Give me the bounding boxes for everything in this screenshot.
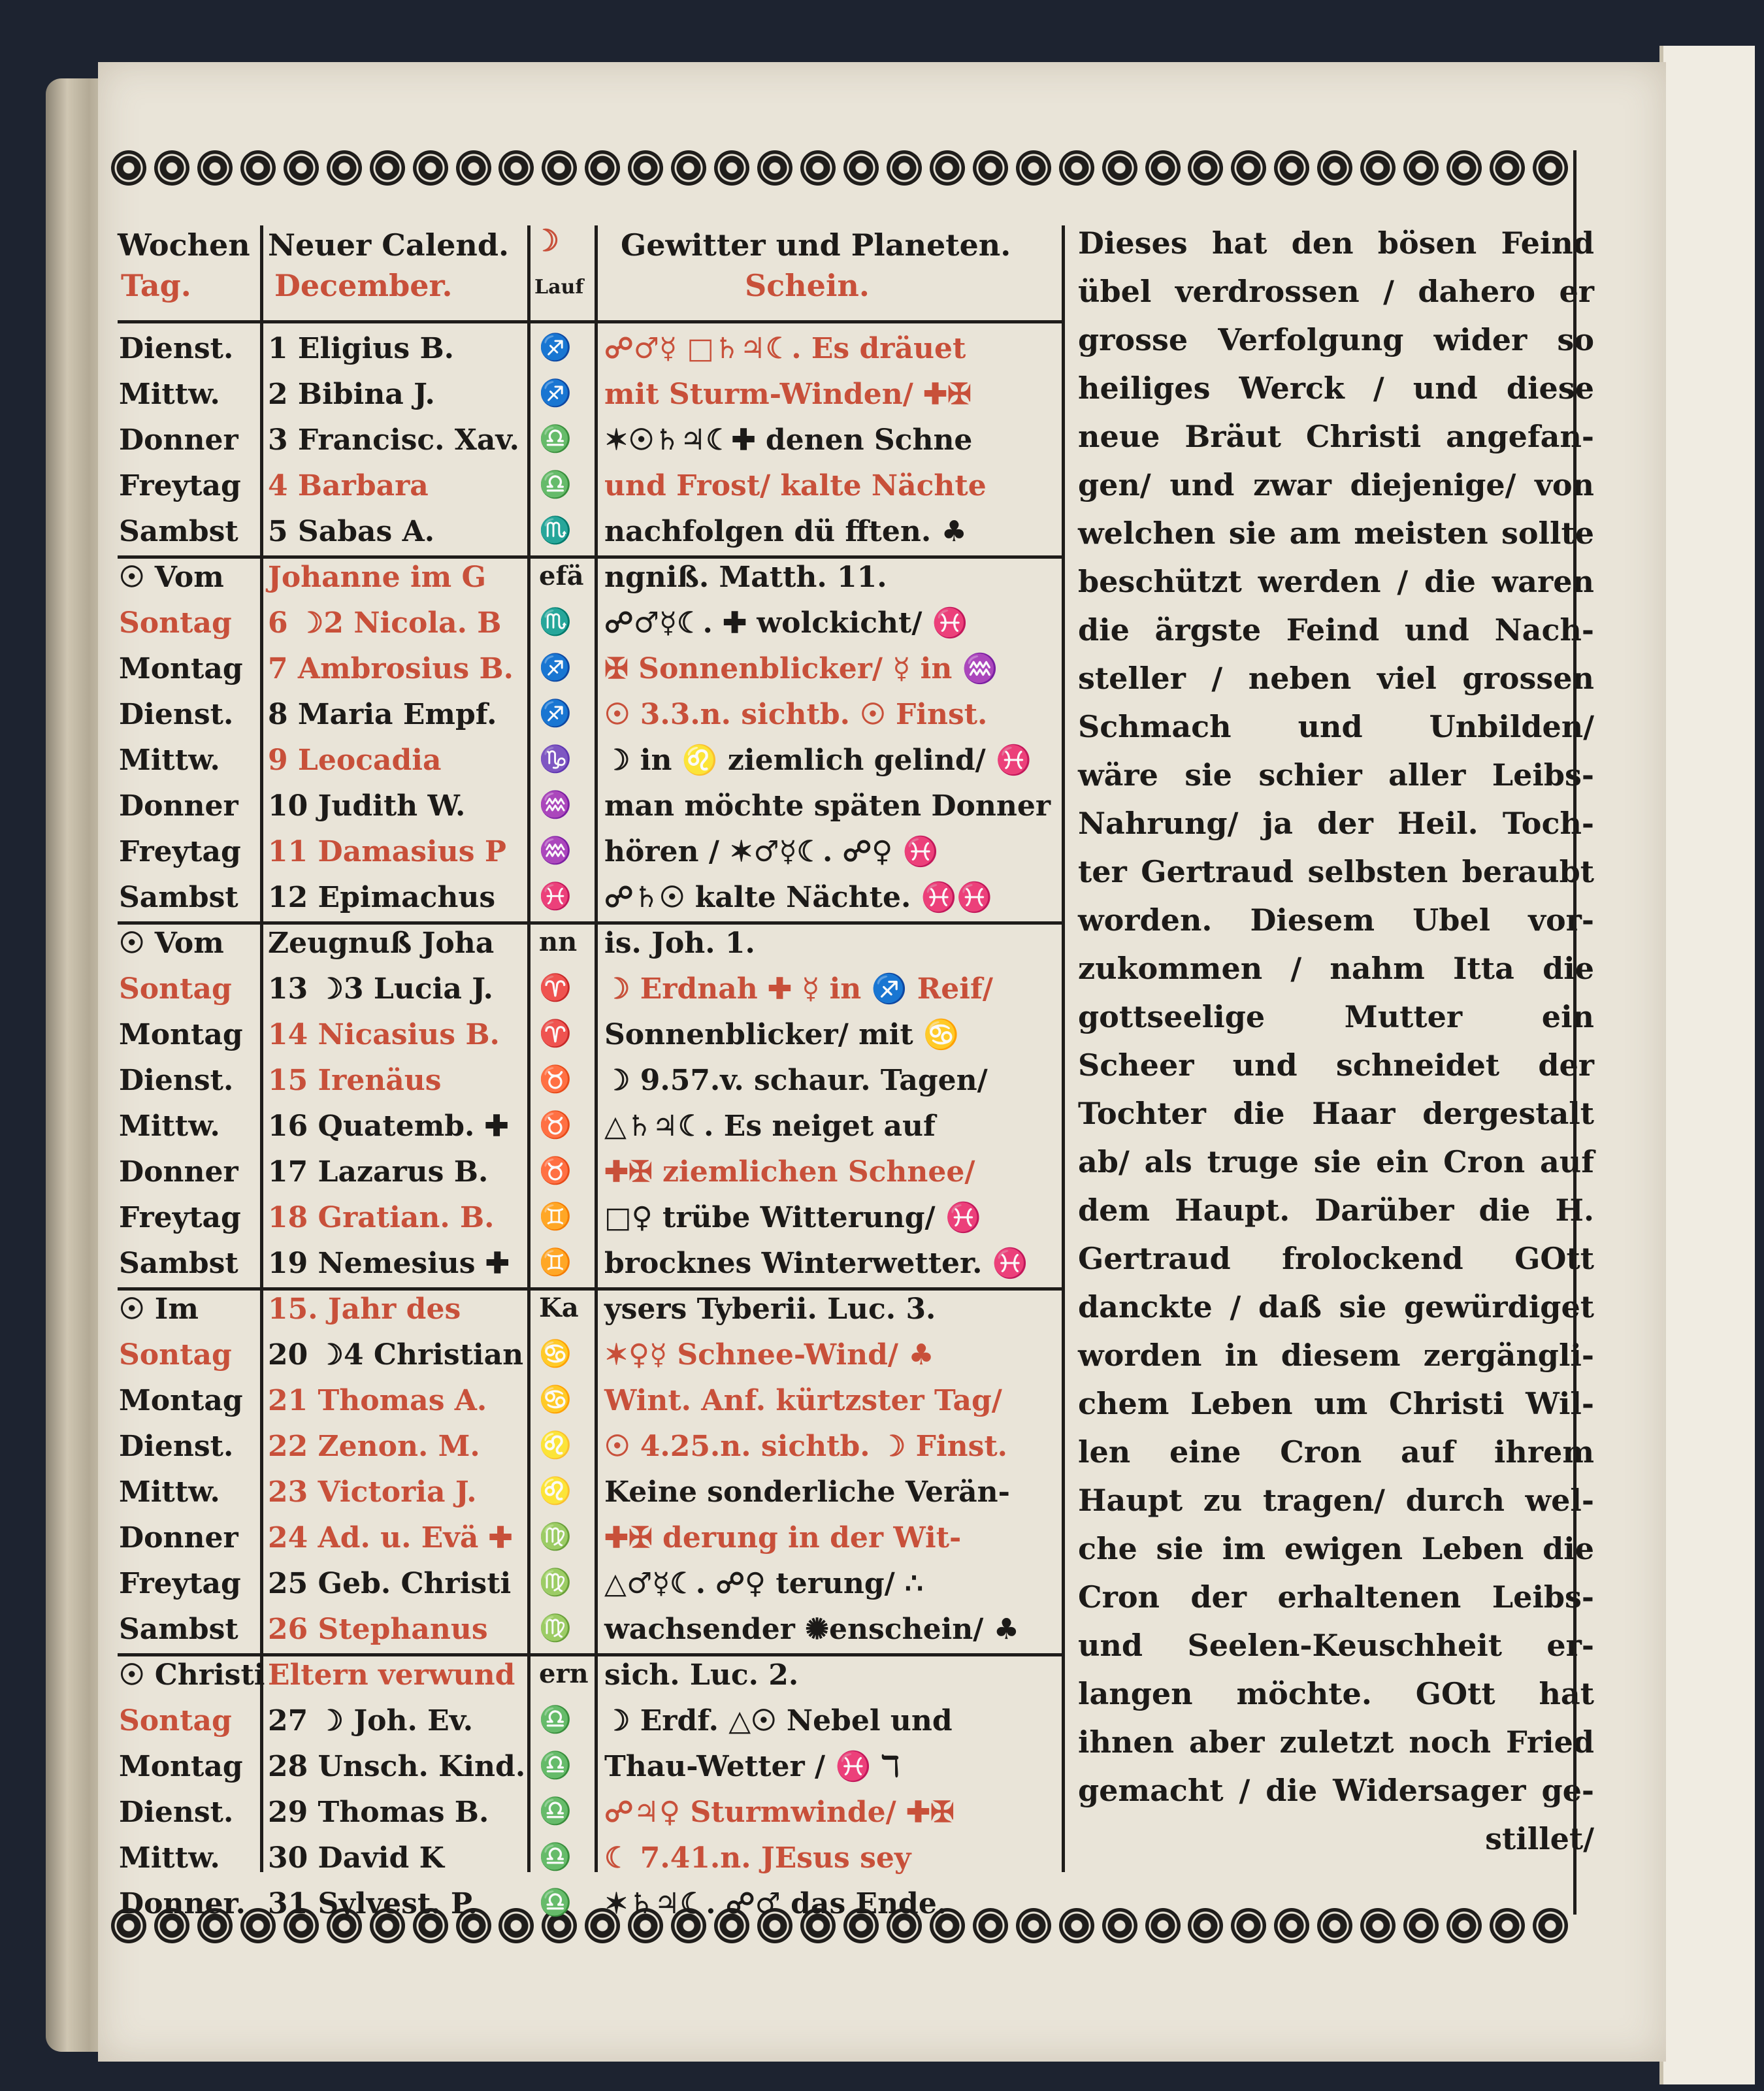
- text-line: langen möchte. GOtt hat: [1078, 1676, 1594, 1711]
- row-date: 7 Ambrosius B.: [268, 652, 514, 685]
- ornament-rosette: [843, 150, 879, 186]
- header-gewitter: Gewitter und Planeten.: [621, 227, 1011, 263]
- row-weekday: Sambst: [119, 1613, 238, 1646]
- ornament-rosette: [628, 150, 663, 186]
- row-date: 27 ☽ Joh. Ev.: [268, 1704, 474, 1737]
- row-date: 21 Thomas A.: [268, 1384, 487, 1417]
- ornament-rosette: [1145, 1908, 1181, 1943]
- row-weather: ☽ Erdf. △☉ Nebel und: [604, 1704, 953, 1737]
- row-weather: hören / ✶♂☿☾. ☍♀ ♓: [604, 835, 939, 868]
- week-separator: [118, 1653, 1062, 1656]
- ornament-rosette: [1533, 150, 1568, 186]
- row-moon-sign: ♌: [539, 1430, 572, 1460]
- row-weekday: Mittw.: [119, 378, 220, 411]
- row-date: 24 Ad. u. Evä ✚: [268, 1521, 513, 1555]
- row-date: 10 Judith W.: [268, 789, 466, 823]
- text-line: gemacht / die Widersager ge-: [1078, 1773, 1594, 1808]
- row-moon-sign: ♍: [539, 1613, 572, 1643]
- text-line: stillet/: [1485, 1821, 1594, 1856]
- text-line: zukommen / nahm Itta die: [1078, 951, 1594, 986]
- row-moon-sign: ♋: [539, 1384, 572, 1415]
- ornament-rosette: [1145, 150, 1181, 186]
- row-weather: △♄♃☾. Es neiget auf: [604, 1110, 936, 1143]
- row-weather: ☉ 4.25.n. sichtb. ☽ Finst.: [604, 1430, 1007, 1463]
- text-line: Gertraud frolockend GOtt: [1078, 1241, 1594, 1276]
- row-weekday: Dienst.: [119, 698, 234, 731]
- ornament-rosette: [154, 150, 189, 186]
- header-december: December.: [274, 268, 453, 303]
- row-date: 12 Epimachus: [268, 881, 496, 914]
- text-line: len eine Cron auf ihrem: [1078, 1434, 1594, 1470]
- row-date: Zeugnuß Joha: [268, 927, 495, 960]
- ornament-rosette: [1317, 1908, 1352, 1943]
- row-moon-sign: ♎: [539, 1887, 572, 1918]
- row-weekday: Mittw.: [119, 1475, 220, 1509]
- ornament-rosette: [284, 150, 319, 186]
- ornament-rosette: [1490, 150, 1525, 186]
- row-date: 14 Nicasius B.: [268, 1018, 500, 1051]
- row-weekday: Montag: [119, 652, 243, 685]
- legend-text-column: [1078, 219, 1594, 1863]
- ornament-rosette: [456, 150, 491, 186]
- text-line: dem Haupt. Darüber die H.: [1078, 1193, 1594, 1228]
- row-weekday: Donner: [119, 789, 238, 823]
- row-weekday: Sontag: [119, 1704, 232, 1737]
- row-date: 23 Victoria J.: [268, 1475, 477, 1509]
- row-date: 5 Sabas A.: [268, 515, 435, 548]
- row-weekday: Sambst: [119, 1247, 238, 1280]
- row-moon-sign: efä: [539, 561, 584, 591]
- week-separator: [118, 1287, 1062, 1291]
- row-moon-sign: ♋: [539, 1338, 572, 1369]
- row-weekday: ☉ Vom: [119, 561, 224, 594]
- row-weather: mit Sturm-Winden/ ✚✠: [604, 378, 972, 411]
- ornament-rosette: [1490, 1908, 1525, 1943]
- row-moon-sign: ♎: [539, 1841, 572, 1872]
- row-date: 30 David K: [268, 1841, 444, 1875]
- row-weekday: Dienst.: [119, 332, 234, 365]
- row-weather: ☽ Erdnah ✚ ☿ in ♐ Reif/: [604, 972, 993, 1006]
- row-moon-sign: nn: [539, 927, 578, 957]
- row-weekday: Freytag: [119, 1567, 241, 1600]
- row-weather: ☍♃♀ Sturmwinde/ ✚✠: [604, 1796, 955, 1829]
- row-moon-sign: ♒: [539, 835, 572, 866]
- text-line: chem Leben um Christi Wil-: [1078, 1386, 1594, 1421]
- row-moon-sign: ♉: [539, 1155, 572, 1186]
- text-line: che sie im ewigen Leben die: [1078, 1531, 1594, 1566]
- row-moon-sign: ♊: [539, 1247, 572, 1277]
- header-lauf: Lauf: [534, 276, 584, 299]
- row-weekday: Donner: [119, 1155, 238, 1189]
- ornament-rosette: [800, 150, 836, 186]
- row-moon-sign: ♒: [539, 789, 572, 820]
- row-weekday: Freytag: [119, 1201, 241, 1234]
- row-weather: ngniß. Matth. 11.: [604, 561, 887, 594]
- row-weekday: Dienst.: [119, 1064, 234, 1097]
- row-moon-sign: ♎: [539, 1704, 572, 1735]
- text-line: gottseelige Mutter ein: [1078, 999, 1594, 1034]
- header-rule: [118, 320, 1062, 323]
- row-moon-sign: ♈: [539, 1018, 572, 1049]
- row-moon-sign: ♍: [539, 1521, 572, 1552]
- row-moon-sign: ♓: [539, 881, 572, 912]
- text-line: ter Gertraud selbsten beraubt: [1078, 854, 1594, 889]
- ornament-rosette: [671, 150, 706, 186]
- row-weather: ☽ 9.57.v. schaur. Tagen/: [604, 1064, 988, 1097]
- row-date: 4 Barbara: [268, 469, 429, 502]
- row-weather: Sonnenblicker/ mit ♋: [604, 1018, 959, 1051]
- text-line: welchen sie am meisten sollte: [1078, 516, 1594, 551]
- text-line: steller / neben viel grossen: [1078, 661, 1594, 696]
- ornament-rosette: [327, 150, 362, 186]
- row-weather: ✚✠ ziemlichen Schnee/: [604, 1155, 975, 1189]
- row-weather: △♂☿☾. ☍♀ terung/ ∴: [604, 1567, 924, 1600]
- column-rule-4: [1062, 225, 1065, 1872]
- row-weather: Thau-Wetter / ♓ ℸ: [604, 1750, 900, 1783]
- row-weather: Keine sonderliche Verän-: [604, 1475, 1010, 1509]
- row-date: Johanne im G: [268, 561, 487, 594]
- ornament-rosette: [1403, 150, 1439, 186]
- row-moon-sign: ♎: [539, 469, 572, 500]
- row-weather: ☉ 3.3.n. sichtb. ☉ Finst.: [604, 698, 988, 731]
- text-line: neue Bräut Christi angefan-: [1078, 419, 1594, 454]
- header-wochen: Wochen: [118, 227, 250, 263]
- row-weather: ☍♄☉ kalte Nächte. ♓♓: [604, 881, 993, 914]
- row-moon-sign: ♐: [539, 652, 572, 683]
- row-date: 2 Bibina J.: [268, 378, 435, 411]
- row-weekday: ☉ Vom: [119, 927, 224, 960]
- row-weekday: Montag: [119, 1750, 243, 1783]
- header-moon-symbol: ☽: [532, 223, 560, 258]
- row-date: 31 Sylvest. P.: [268, 1887, 478, 1920]
- row-date: 17 Lazarus B.: [268, 1155, 489, 1189]
- row-weekday: Freytag: [119, 469, 241, 502]
- row-date: 29 Thomas B.: [268, 1796, 489, 1829]
- row-moon-sign: ♎: [539, 423, 572, 454]
- ornament-rosette: [1016, 150, 1051, 186]
- ornament-rosette: [1231, 150, 1266, 186]
- ornament-rosette: [714, 150, 749, 186]
- row-weekday: Sambst: [119, 881, 238, 914]
- row-weekday: Sontag: [119, 1338, 232, 1372]
- row-date: 9 Leocadia: [268, 744, 442, 777]
- row-moon-sign: ♌: [539, 1475, 572, 1506]
- text-line: Dieses hat den bösen Feind: [1078, 225, 1594, 261]
- row-weekday: Montag: [119, 1384, 243, 1417]
- row-weather: ysers Tyberii. Luc. 3.: [604, 1292, 936, 1326]
- ornament-rosette: [1016, 1908, 1051, 1943]
- text-line: gen/ und zwar diejenige/ von: [1078, 467, 1594, 502]
- row-weekday: Mittw.: [119, 744, 220, 777]
- ornament-rosette: [1059, 150, 1094, 186]
- column-rule-2: [527, 225, 531, 1872]
- row-date: 16 Quatemb. ✚: [268, 1110, 509, 1143]
- row-date: 26 Stephanus: [268, 1613, 488, 1646]
- ornament-rosette: [370, 150, 405, 186]
- row-weekday: Donner.: [119, 1887, 246, 1920]
- text-line: Schmach und Unbilden/: [1078, 709, 1594, 744]
- row-moon-sign: ♉: [539, 1064, 572, 1095]
- row-weekday: Donner: [119, 1521, 238, 1555]
- text-line: die ärgste Feind und Nach-: [1078, 612, 1594, 648]
- row-weather: is. Joh. 1.: [604, 927, 755, 960]
- column-rule-3: [595, 225, 598, 1872]
- row-date: 20 ☽4 Christian: [268, 1338, 524, 1372]
- ornament-rosette: [973, 1908, 1008, 1943]
- ornament-rosette: [1533, 1908, 1568, 1943]
- ornament-rosette: [1446, 1908, 1482, 1943]
- column-rule-1: [260, 225, 263, 1872]
- row-moon-sign: ♍: [539, 1567, 572, 1598]
- row-moon-sign: ♐: [539, 332, 572, 363]
- row-date: 8 Maria Empf.: [268, 698, 497, 731]
- text-line: Scheer und schneidet der: [1078, 1047, 1594, 1083]
- row-moon-sign: ♏: [539, 515, 572, 546]
- ornament-rosette: [413, 150, 448, 186]
- row-weather: □♀ trübe Witterung/ ♓: [604, 1201, 981, 1234]
- row-date: 15 Irenäus: [268, 1064, 442, 1097]
- ornament-rosette: [757, 150, 792, 186]
- ornament-rosette: [1231, 1908, 1266, 1943]
- row-date: 1 Eligius B.: [268, 332, 454, 365]
- row-weather: Wint. Anf. kürtzster Tag/: [604, 1384, 1002, 1417]
- ornament-rosette: [930, 150, 965, 186]
- row-weather: ☽ in ♌ ziemlich gelind/ ♓: [604, 744, 1032, 777]
- row-moon-sign: ♐: [539, 378, 572, 408]
- ornament-rosette: [111, 150, 146, 186]
- row-weather: ☍♂☿☾. ✚ wolckicht/ ♓: [604, 606, 968, 640]
- row-moon-sign: ern: [539, 1658, 589, 1689]
- ornament-rosette: [197, 150, 233, 186]
- row-moon-sign: ♏: [539, 606, 572, 637]
- ornament-rosette: [1274, 1908, 1309, 1943]
- text-line: ab/ als truge sie ein Cron auf: [1078, 1144, 1594, 1179]
- row-date: 18 Gratian. B.: [268, 1201, 495, 1234]
- row-weather: brocknes Winterwetter. ♓: [604, 1247, 1028, 1280]
- week-separator: [118, 921, 1062, 925]
- row-weekday: Donner: [119, 423, 238, 457]
- row-weekday: ☉ Christi: [119, 1658, 265, 1692]
- text-line: ihnen aber zuletzt noch Fried: [1078, 1724, 1594, 1760]
- ornament-rosette: [240, 150, 276, 186]
- row-date: 25 Geb. Christi: [268, 1567, 512, 1600]
- row-moon-sign: ♈: [539, 972, 572, 1003]
- row-weekday: Sontag: [119, 606, 232, 640]
- week-separator: [118, 555, 1062, 559]
- row-weekday: Mittw.: [119, 1841, 220, 1875]
- row-date: 6 ☽2 Nicola. B: [268, 606, 502, 640]
- row-weather: und Frost/ kalte Nächte: [604, 469, 987, 502]
- row-moon-sign: ♑: [539, 744, 572, 774]
- row-date: 11 Damasius P: [268, 835, 506, 868]
- ornament-rosette: [887, 150, 922, 186]
- text-line: Haupt zu tragen/ durch wel-: [1078, 1483, 1594, 1518]
- text-line: heiliges Werck / und diese: [1078, 370, 1594, 406]
- row-weekday: Mittw.: [119, 1110, 220, 1143]
- text-line: wäre sie schier aller Leibs-: [1078, 757, 1594, 793]
- ornament-rosette: [1446, 150, 1482, 186]
- text-line: danckte / daß sie gewürdiget: [1078, 1289, 1594, 1325]
- ornament-rosette: [585, 150, 620, 186]
- ornament-rosette: [1360, 1908, 1396, 1943]
- header-tag: Tag.: [121, 268, 191, 303]
- ornament-rosette: [1059, 1908, 1094, 1943]
- header-neuer-calend: Neuer Calend.: [268, 227, 510, 263]
- ornament-rosette: [542, 150, 577, 186]
- row-date: 3 Francisc. Xav.: [268, 423, 519, 457]
- ornament-rosette: [973, 150, 1008, 186]
- row-date: 19 Nemesius ✚: [268, 1247, 510, 1280]
- text-line: Nahrung/ ja der Heil. Toch-: [1078, 806, 1594, 841]
- row-weather: ✶☉♄♃☾✚ denen Schne: [604, 423, 973, 457]
- ornament-rosette: [1317, 150, 1352, 186]
- row-weather: ✚✠ derung in der Wit-: [604, 1521, 962, 1555]
- row-moon-sign: ♎: [539, 1796, 572, 1826]
- row-weather: ✶♄♃☾. ☍♂ das Ende.: [604, 1887, 947, 1920]
- row-weekday: Sambst: [119, 515, 238, 548]
- row-moon-sign: ♉: [539, 1110, 572, 1140]
- ornament-rosette: [1274, 150, 1309, 186]
- row-date: Eltern verwund: [268, 1658, 515, 1692]
- row-weather: wachsender ✺enschein/ ♣: [604, 1613, 1020, 1646]
- text-line: beschützt werden / die waren: [1078, 564, 1594, 599]
- facing-page-edge: [1659, 46, 1755, 2084]
- ornament-rosette: [1102, 1908, 1137, 1943]
- top-ornament-border: [111, 145, 1568, 191]
- row-weather: nachfolgen dü fften. ♣: [604, 515, 967, 548]
- row-moon-sign: Ka: [539, 1292, 579, 1323]
- row-weekday: ☉ Im: [119, 1292, 199, 1326]
- ornament-rosette: [1188, 150, 1223, 186]
- row-date: 13 ☽3 Lucia J.: [268, 972, 493, 1006]
- row-moon-sign: ♊: [539, 1201, 572, 1232]
- ornament-rosette: [1102, 150, 1137, 186]
- text-line: worden. Diesem Ubel vor-: [1078, 902, 1594, 938]
- ornament-rosette: [498, 1908, 534, 1943]
- row-weather: ☾ 7.41.n. JEsus sey: [604, 1841, 911, 1875]
- text-line: Cron der erhaltenen Leibs-: [1078, 1579, 1594, 1615]
- row-weather: ✶♀☿ Schnee-Wind/ ♣: [604, 1338, 934, 1372]
- row-weather: ☍♂☿ □♄♃☾. Es dräuet: [604, 332, 966, 365]
- text-line: übel verdrossen / dahero er: [1078, 274, 1594, 309]
- text-line: Tochter die Haar dergestalt: [1078, 1096, 1594, 1131]
- ornament-rosette: [1403, 1908, 1439, 1943]
- row-date: 22 Zenon. M.: [268, 1430, 480, 1463]
- row-moon-sign: ♐: [539, 698, 572, 729]
- text-line: grosse Verfolgung wider so: [1078, 322, 1594, 357]
- text-line: und Seelen-Keuschheit er-: [1078, 1628, 1594, 1663]
- ornament-rosette: [498, 150, 534, 186]
- row-date: 28 Unsch. Kind.: [268, 1750, 526, 1783]
- row-moon-sign: ♎: [539, 1750, 572, 1781]
- header-schein: Schein.: [745, 268, 870, 303]
- ornament-rosette: [1360, 150, 1396, 186]
- row-weekday: Dienst.: [119, 1430, 234, 1463]
- row-weather: sich. Luc. 2.: [604, 1658, 799, 1692]
- row-weekday: Dienst.: [119, 1796, 234, 1829]
- row-weekday: Sontag: [119, 972, 232, 1006]
- row-weekday: Montag: [119, 1018, 243, 1051]
- text-line: worden in diesem zergängli-: [1078, 1338, 1594, 1373]
- ornament-rosette: [1188, 1908, 1223, 1943]
- row-date: 15. Jahr des: [268, 1292, 461, 1326]
- row-weather: ✠ Sonnenblicker/ ☿ in ♒: [604, 652, 998, 685]
- row-weekday: Freytag: [119, 835, 241, 868]
- row-weather: man möchte späten Donner: [604, 789, 1051, 823]
